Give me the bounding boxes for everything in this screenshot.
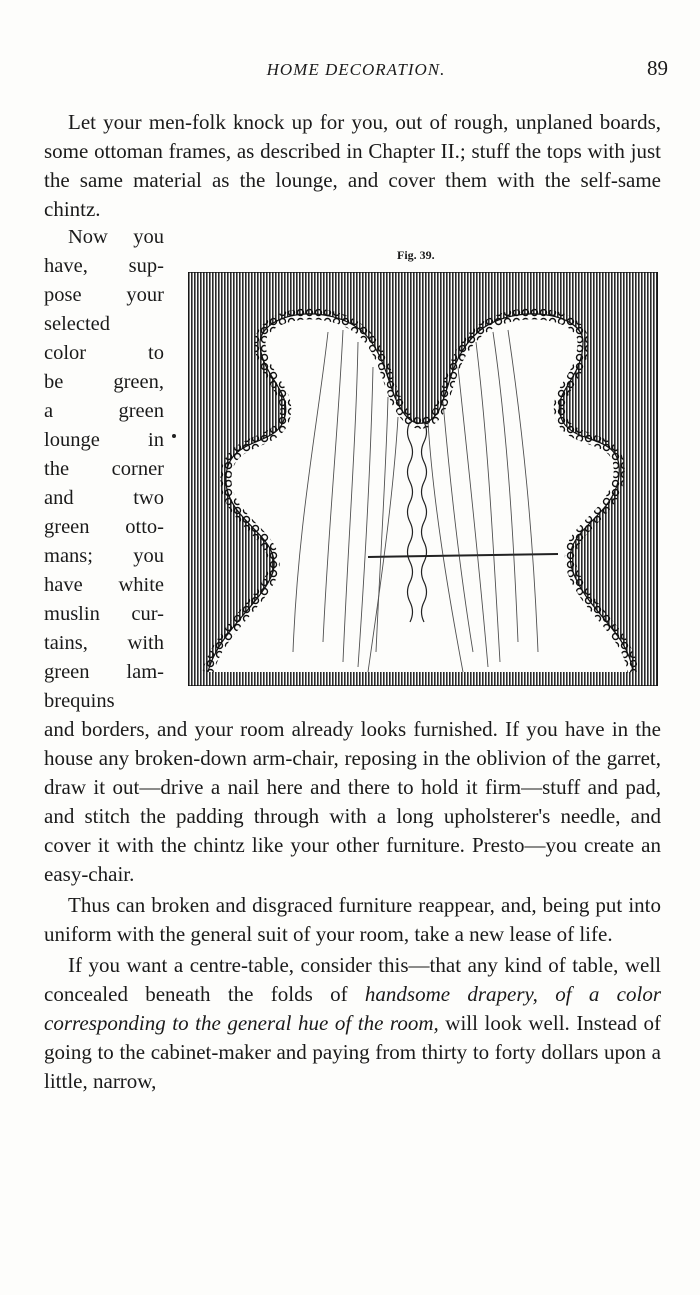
narrow-line: green lam- <box>44 661 164 683</box>
page-header <box>44 56 668 86</box>
page-number: 89 <box>647 56 668 80</box>
narrow-line: lounge in <box>44 429 164 451</box>
running-title: HOME DECORATION. <box>266 60 446 79</box>
narrow-line: Now you <box>68 226 164 248</box>
narrow-column-text <box>44 223 164 716</box>
figure-caption: Fig. 39. <box>397 248 435 262</box>
narrow-line: have, sup- <box>44 255 164 277</box>
paragraph-4 <box>44 951 661 1096</box>
paragraph-4-start: If you want a centre-table, consider this—that any kind of table, well concealed beneath the folds of <box>44 953 661 1006</box>
lambrequin-illustration <box>188 272 658 686</box>
narrow-line: mans; you <box>44 545 164 567</box>
body-text <box>44 715 661 1096</box>
paragraph-4-italic: handsome drapery, of a color corresponding to the general hue of the room, <box>44 982 661 1035</box>
paragraph-1 <box>44 108 661 224</box>
narrow-line: brequins <box>44 690 115 712</box>
paragraph-4-end: will look well. Instead of going to the cabinet-maker and paying from thirty to forty dollars upon a little, narrow, <box>44 1011 661 1093</box>
paragraph-3: Thus can broken and disgraced furniture reappear, and, being put into uniform with the general suit of your room, take a new lease of life. <box>44 893 661 946</box>
narrow-line: the corner <box>44 458 164 480</box>
narrow-line: selected <box>44 313 111 335</box>
paragraph-2: and borders, and your room already looks furnished. If you have in the house any broken-down arm-chair, reposing in the oblivion of the garret, draw it out—drive a nail here and there to hold it firm—stuff and pad, and stitch the padding through with a long upholsterer's needle, and cover it with the chintz like your other furniture. Presto—you create an easy-chair. <box>44 717 661 886</box>
narrow-line: color to <box>44 342 164 364</box>
narrow-line: tains, with <box>44 632 164 654</box>
paragraph-1-text: Let your men-folk knock up for you, out of rough, unplaned boards, some ottoman frames, as described in Chapter II.; stuff the tops with just the same material as the lounge, and cover them with the self-same chintz. <box>44 110 661 221</box>
print-mark <box>172 434 176 438</box>
narrow-line: be green, <box>44 371 164 393</box>
narrow-line: have white <box>44 574 164 596</box>
narrow-line: a green <box>44 400 164 422</box>
narrow-line: pose your <box>44 284 164 306</box>
narrow-line: muslin cur- <box>44 603 164 625</box>
narrow-line: and two <box>44 487 164 509</box>
narrow-line: green otto- <box>44 516 164 538</box>
